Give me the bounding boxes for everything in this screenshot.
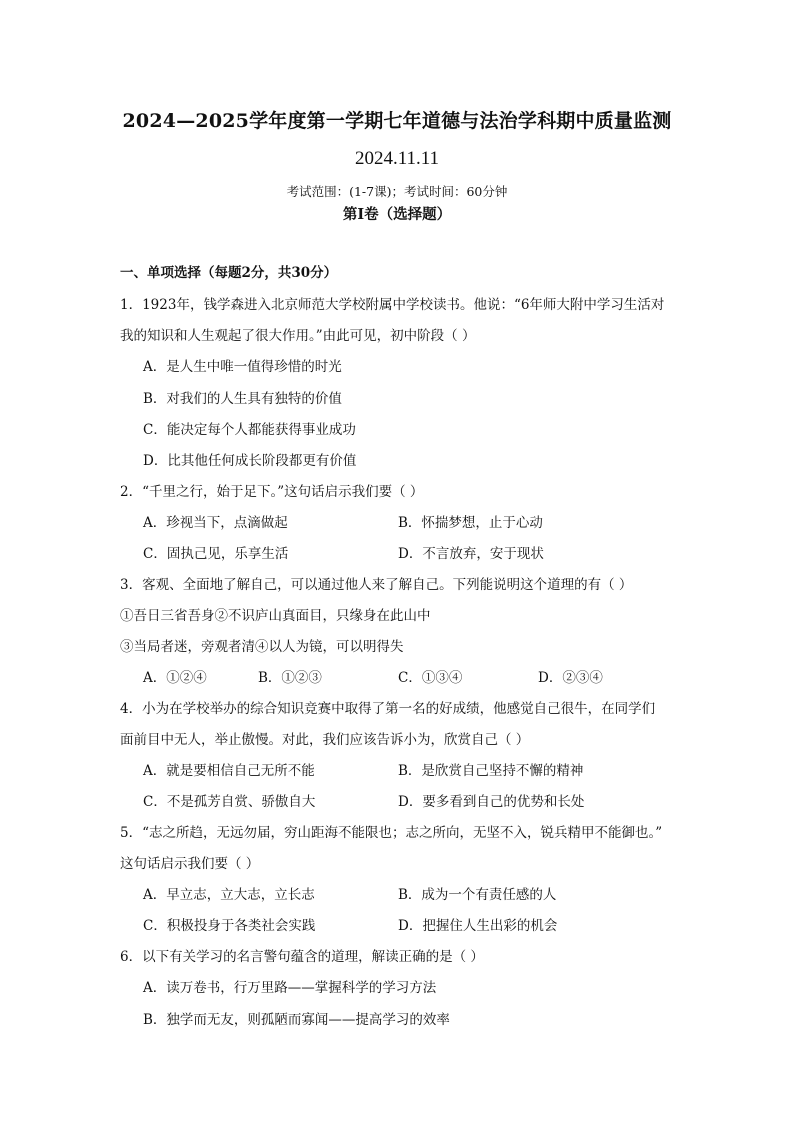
question-5-option-d: D．把握住人生出彩的机会 <box>398 918 558 934</box>
question-2-option-d: D．不言放弃，安于现状 <box>398 546 544 562</box>
question-3-stem-line-3: ③当局者迷，旁观者清④以人为镜，可以明得失 <box>120 639 404 655</box>
question-4-option-b: B．是欣赏自己坚持不懈的精神 <box>398 763 584 779</box>
exam-title: 2024—2025学年度第一学期七年道德与法治学科期中质量监测 <box>122 110 672 132</box>
question-1-option-b: B．对我们的人生具有独特的价值 <box>143 391 342 407</box>
exam-date: 2024.11.11 <box>354 148 440 169</box>
question-5-option-b: B．成为一个有责任感的人 <box>398 887 557 903</box>
question-6-option-b: B．独学而无友，则孤陋而寡闻——提高学习的效率 <box>143 1012 450 1028</box>
question-5-stem-line-2: 这句话启示我们要（ ） <box>120 856 260 872</box>
question-5-option-c: C．积极投身于各类社会实践 <box>143 918 316 934</box>
question-3-option-b: B．①②③ <box>258 670 322 686</box>
question-3-option-c: C．①③④ <box>398 670 463 686</box>
question-4-option-a: A．就是要相信自己无所不能 <box>143 763 315 779</box>
section-heading: 一、单项选择（每题2分，共30分） <box>120 265 338 281</box>
question-3-option-d: D．②③④ <box>538 670 603 686</box>
question-4-stem-line-1: 4．小为在学校举办的综合知识竞赛中取得了第一名的好成绩，他感觉自己很牛，在同学们 <box>120 701 656 717</box>
question-5-stem-line-1: 5．“志之所趋，无远勿届，穷山距海不能限也；志之所向，无坚不入，锐兵精甲不能御也。” <box>120 825 663 841</box>
question-1-stem-line-2: 我的知识和人生观起了很大作用。”由此可见，初中阶段（ ） <box>120 328 476 344</box>
question-4-option-c: C．不是孤芳自赏、骄傲自大 <box>143 794 316 810</box>
question-1-option-c: C．能决定每个人都能获得事业成功 <box>143 422 356 438</box>
question-5-option-a: A．早立志，立大志，立长志 <box>143 887 315 903</box>
question-2-option-b: B．怀揣梦想，止于心动 <box>398 515 543 531</box>
question-4-stem-line-2: 面前目中无人，举止傲慢。对此，我们应该告诉小为，欣赏自己（ ） <box>120 732 530 748</box>
question-2-option-a: A．珍视当下，点滴做起 <box>143 515 288 531</box>
question-1-stem-line-1: 1．1923年，钱学森进入北京师范大学校附属中学校读书。他说：“6年师大附中学习生活对 <box>120 297 665 313</box>
question-3-stem-line-2: ①吾日三省吾身②不识庐山真面目，只缘身在此山中 <box>120 608 431 624</box>
question-2-stem-line-1: 2．“千里之行，始于足下。”这句话启示我们要（ ） <box>120 484 424 500</box>
question-3-stem-line-1: 3．客观、全面地了解自己，可以通过他人来了解自己。下列能说明这个道理的有（ ） <box>120 577 633 593</box>
volume-heading: 第Ⅰ卷（选择题） <box>342 206 452 223</box>
exam-scope: 考试范围：(1-7课)；考试时间：60分钟 <box>286 184 508 199</box>
question-4-option-d: D．要多看到自己的优势和长处 <box>398 794 585 810</box>
question-6-option-a: A．读万卷书，行万里路——掌握科学的学习方法 <box>143 980 437 996</box>
question-3-option-a: A．①②④ <box>143 670 207 686</box>
question-2-option-c: C．固执己见，乐享生活 <box>143 546 289 562</box>
question-6-stem-line-1: 6．以下有关学习的名言警句蕴含的道理，解读正确的是（ ） <box>120 949 484 965</box>
question-1-option-d: D．比其他任何成长阶段都更有价值 <box>143 453 357 469</box>
question-1-option-a: A．是人生中唯一值得珍惜的时光 <box>143 359 342 375</box>
